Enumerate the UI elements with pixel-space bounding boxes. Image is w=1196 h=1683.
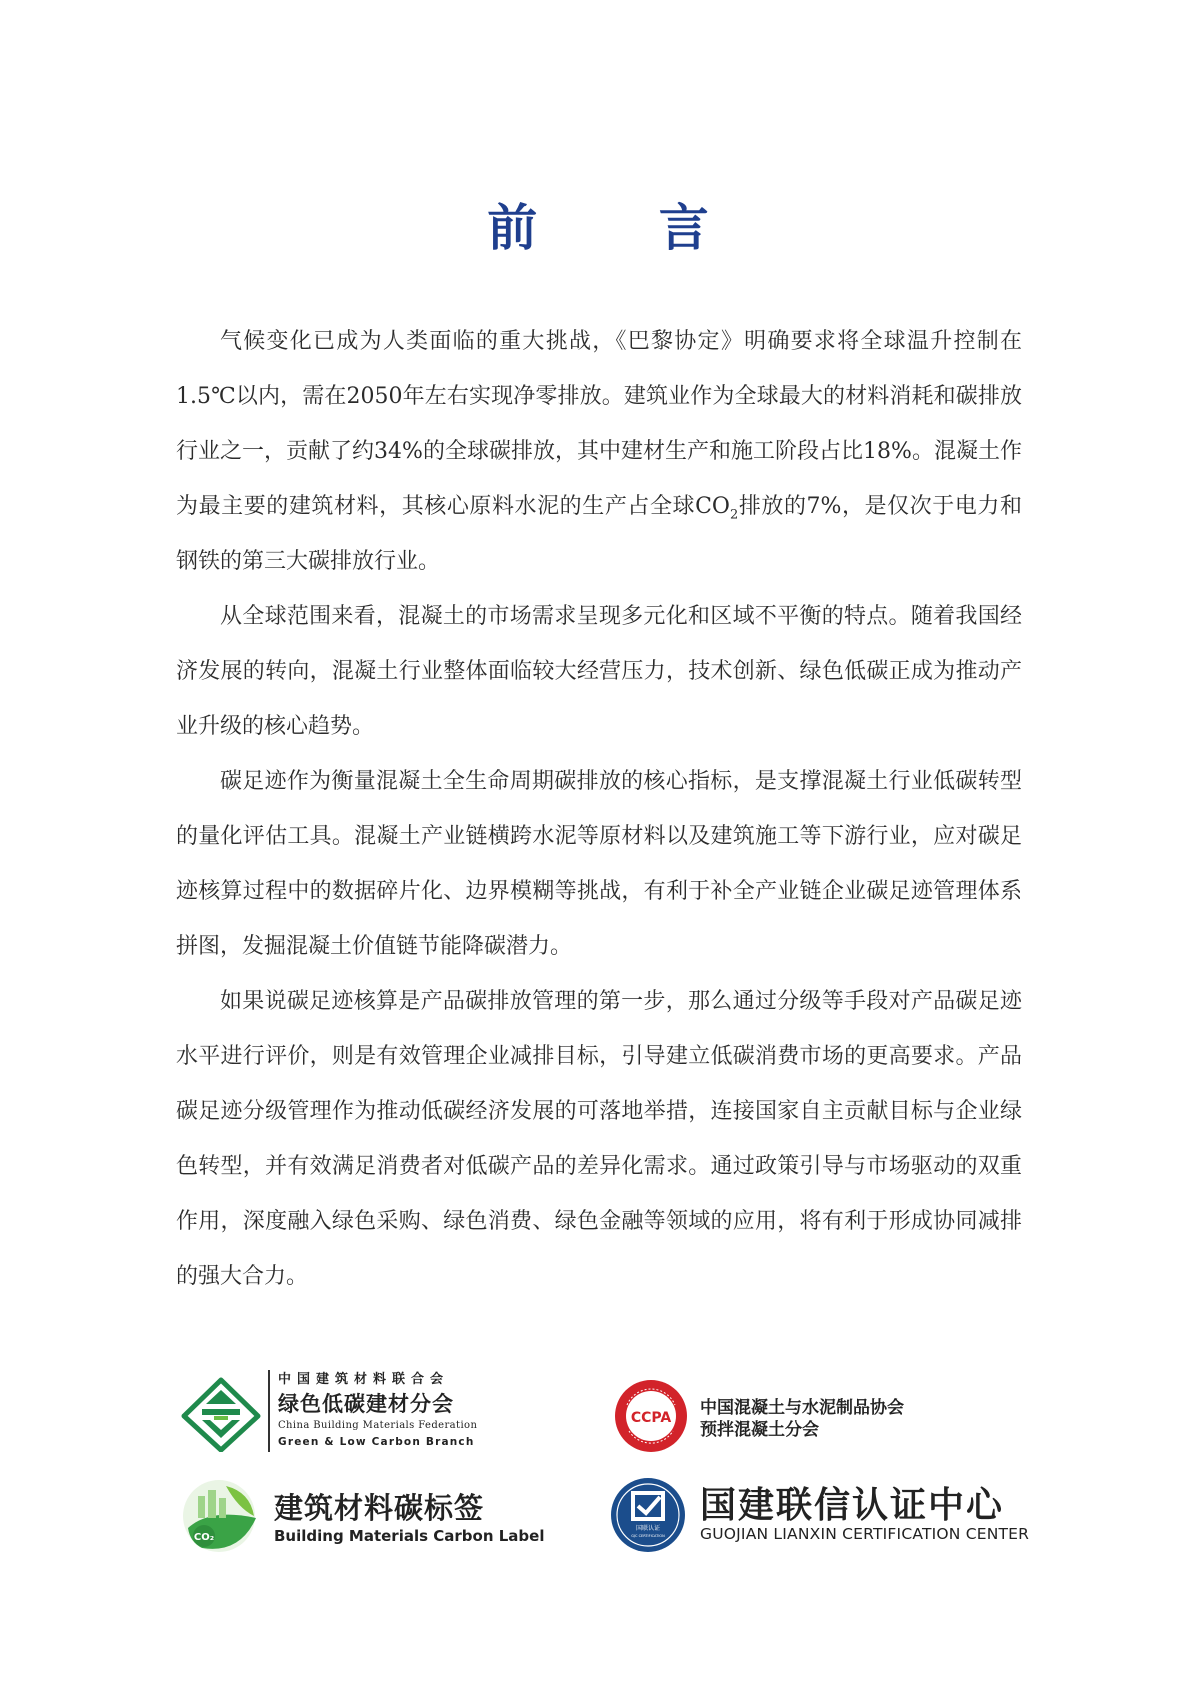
gjc-badge-cn: 国联认证 [635, 1525, 661, 1532]
cbmf-name-en: China Building Materials Federation [278, 1420, 478, 1431]
guojian-name-cn: 国建联信认证中心 [700, 1485, 1005, 1526]
cbmf-branch-cn: 绿色低碳建材分会 [278, 1392, 454, 1416]
cbmf-emblem-icon [180, 1376, 262, 1452]
logo-divider [268, 1370, 270, 1452]
ccpa-name: 中国混凝土与水泥制品协会 [700, 1398, 904, 1418]
page-title: 前 言 [487, 199, 761, 257]
paragraph-2: 从全球范围来看，混凝土的市场需求呈现多元化和区域不平衡的特点。随着我国经济发展的转向，混凝土行业整体面临较大经营压力，技术创新、绿色低碳正成为推动产业升级的核心趋势。 [176, 604, 1022, 739]
cbmf-branch-en: Green & Low Carbon Branch [278, 1436, 475, 1448]
co2-badge: CO₂ [193, 1532, 215, 1543]
carbon-label-cn: 建筑材料碳标签 [274, 1491, 485, 1525]
preface-body [176, 314, 1022, 1304]
svg-text:CCPA: CCPA [630, 1410, 672, 1426]
gjc-seal-icon [608, 1475, 688, 1555]
carbon-label-leaf-icon [180, 1478, 262, 1554]
ccpa-branch: 预拌混凝土分会 [700, 1420, 819, 1440]
carbon-label-en: Building Materials Carbon Label [274, 1527, 545, 1545]
cbmf-name-cn: 中国建筑材料联合会 [278, 1372, 450, 1387]
ccpa-seal-icon [612, 1377, 690, 1455]
guojian-name-en: GUOJIAN LIANXIN CERTIFICATION CENTER [700, 1525, 1030, 1543]
gjc-badge-en: GJC CERTIFICATION [631, 1534, 665, 1538]
paragraph-4: 如果说碳足迹核算是产品碳排放管理的第一步，那么通过分级等手段对产品碳足迹水平进行评价，则是有效管理企业减排目标，引导建立低碳消费市场的更高要求。产品碳足迹分级管理作为推动低碳经济发展的可落地举措，连接国家自主贡献目标与企业绿色转型，并有效满足消费者对低碳产品的差异化需求。通过政策引导与市场驱动的双重作用，深度融入绿色采购、绿色消费、绿色金融等领域的应用，将有利于形成协同减排的强大合力。 [176, 989, 1022, 1289]
paragraph-3: 碳足迹作为衡量混凝土全生命周期碳排放的核心指标，是支撑混凝土行业低碳转型的量化评估工具。混凝土产业链横跨水泥等原材料以及建筑施工等下游行业，应对碳足迹核算过程中的数据碎片化、边界模糊等挑战，有利于补全产业链企业碳足迹管理体系拼图，发掘混凝土价值链节能降碳潜力。 [176, 769, 1022, 959]
paragraph-1: 气候变化已成为人类面临的重大挑战，《巴黎协定》明确要求将全球温升控制在1.5℃以内，需在2050年左右实现净零排放。建筑业作为全球最大的材料消耗和碳排放行业之一，贡献了约34%的全球碳排放，其中建材生产和施工阶段占比18%。混凝土作为最主要的建筑材料，其核心原料水泥的生产占全球$CO_2$排放的7%，是仅次于电力和钢铁的第三大碳排放行业。 [176, 329, 1023, 574]
